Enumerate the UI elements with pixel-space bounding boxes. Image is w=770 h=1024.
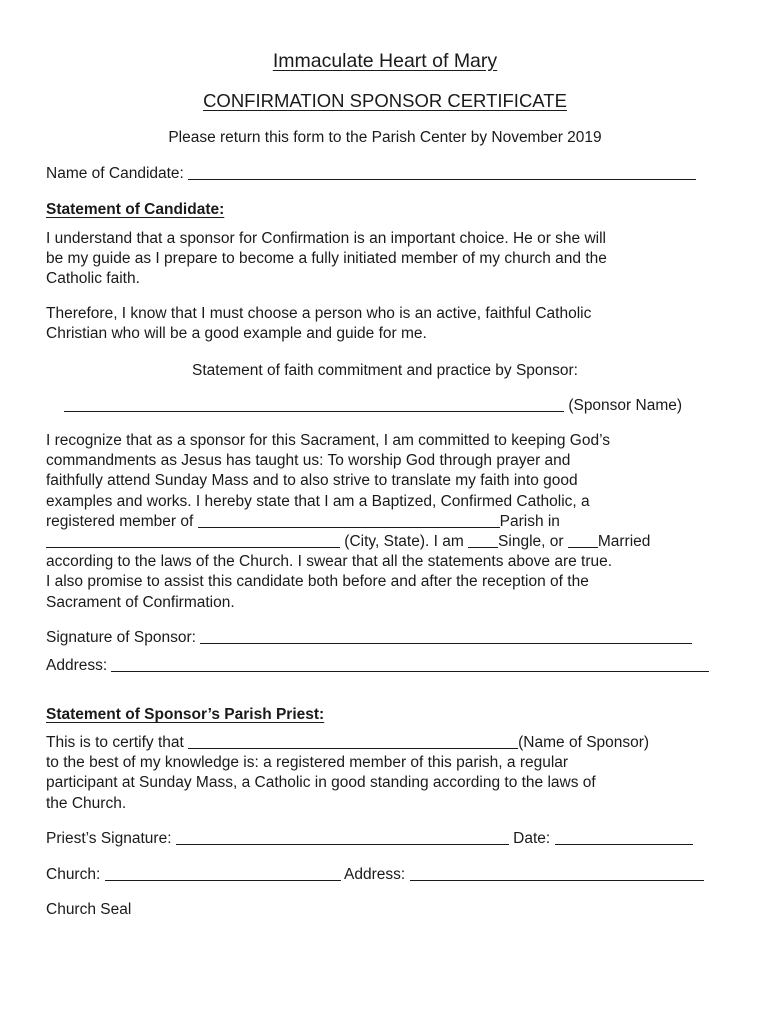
paragraph-line: Christian who will be a good example and guide for me.	[46, 325, 427, 343]
date-field[interactable]	[555, 830, 693, 845]
priest-signature-field[interactable]	[176, 830, 509, 845]
married-text: Married	[597, 533, 651, 551]
certified-sponsor-name-field[interactable]	[188, 734, 518, 749]
candidate-statement-heading: Statement of Candidate:	[46, 201, 225, 218]
parish-name-field[interactable]	[198, 513, 500, 528]
paragraph-line: according to the laws of the Church. I swear that all the statements above are true.	[46, 553, 613, 571]
paragraph-line: Sacrament of Confirmation.	[46, 593, 235, 611]
paragraph-line: Therefore, I know that I must choose a person who is an active, faithful Catholic	[46, 305, 592, 322]
candidate-statement-paragraph-1	[46, 229, 726, 290]
church-address-label: Address:	[344, 866, 406, 883]
certify-prefix: This is to certify that	[46, 734, 189, 751]
sponsor-address-label: Address:	[46, 657, 108, 674]
church-address-field[interactable]	[410, 866, 704, 881]
paragraph-line: to the best of my knowledge is: a registered member of this parish, a regular	[46, 754, 569, 772]
paragraph-line: I also promise to assist this candidate both before and after the reception of the	[46, 573, 589, 591]
city-state-text: (City, State). I am	[340, 533, 469, 551]
single-text: Single, or	[498, 533, 568, 551]
sponsor-name-label: (Sponsor Name)	[568, 397, 683, 414]
paragraph-line: the Church.	[46, 794, 127, 812]
parish-title: Immaculate Heart of Mary	[272, 50, 498, 72]
priest-signature-row	[46, 829, 726, 849]
paragraph-line: I recognize that as a sponsor for this Sacrament, I am committed to keeping God’s	[46, 432, 611, 449]
church-label: Church:	[46, 866, 101, 883]
candidate-name-label: Name of Candidate:	[46, 165, 184, 182]
paragraph-line: participant at Sunday Mass, a Catholic in good standing according to the laws of	[46, 774, 596, 792]
sponsor-name-row	[64, 396, 744, 416]
candidate-statement-heading-row	[46, 200, 726, 220]
sponsor-commitment-paragraph	[46, 431, 726, 613]
sponsor-name-field[interactable]	[64, 397, 564, 412]
candidate-statement-paragraph-2	[46, 304, 726, 344]
single-checkbox-field[interactable]	[468, 533, 498, 548]
church-seal-label: Church Seal	[46, 901, 132, 918]
candidate-name-row	[46, 164, 726, 184]
city-state-field[interactable]	[46, 533, 340, 548]
certificate-title: CONFIRMATION SPONSOR CERTIFICATE	[203, 90, 567, 111]
candidate-name-field[interactable]	[188, 165, 696, 180]
priest-signature-label: Priest’s Signature:	[46, 830, 172, 847]
certify-suffix: (Name of Sponsor)	[518, 734, 650, 751]
church-seal-row	[46, 900, 726, 920]
registered-member-line	[46, 512, 726, 532]
priest-statement-heading-row	[46, 705, 726, 725]
sponsor-signature-field[interactable]	[200, 629, 692, 644]
paragraph-line: commandments as Jesus has taught us: To worship God through prayer and	[46, 452, 571, 470]
sponsor-address-field[interactable]	[111, 657, 709, 672]
married-checkbox-field[interactable]	[568, 533, 598, 548]
priest-certification-paragraph	[46, 733, 726, 814]
sponsor-signature-row	[46, 628, 726, 648]
return-instructions: Please return this form to the Parish Center by November 2019	[168, 129, 602, 146]
sponsor-address-row	[46, 656, 726, 676]
paragraph-line: faithfully attend Sunday Mass and to also strive to translate my faith into good	[46, 472, 578, 490]
registered-prefix: registered member of	[46, 512, 198, 530]
certify-line	[46, 733, 726, 753]
priest-statement-heading: Statement of Sponsor’s Parish Priest:	[46, 706, 325, 723]
paragraph-line: I understand that a sponsor for Confirmation is an important choice. He or she will	[46, 230, 606, 247]
paragraph-line: examples and works. I hereby state that I am a Baptized, Confirmed Catholic, a	[46, 492, 590, 510]
paragraph-line: Catholic faith.	[46, 270, 140, 288]
church-field[interactable]	[105, 866, 341, 881]
church-row	[46, 865, 726, 885]
date-label: Date:	[513, 830, 551, 847]
parish-suffix: Parish in	[499, 512, 560, 530]
sponsor-statement-intro: Statement of faith commitment and practice by Sponsor:	[192, 362, 578, 379]
sponsor-signature-label: Signature of Sponsor:	[46, 629, 196, 646]
city-state-line	[46, 532, 726, 552]
paragraph-line: be my guide as I prepare to become a fully initiated member of my church and the	[46, 250, 607, 268]
